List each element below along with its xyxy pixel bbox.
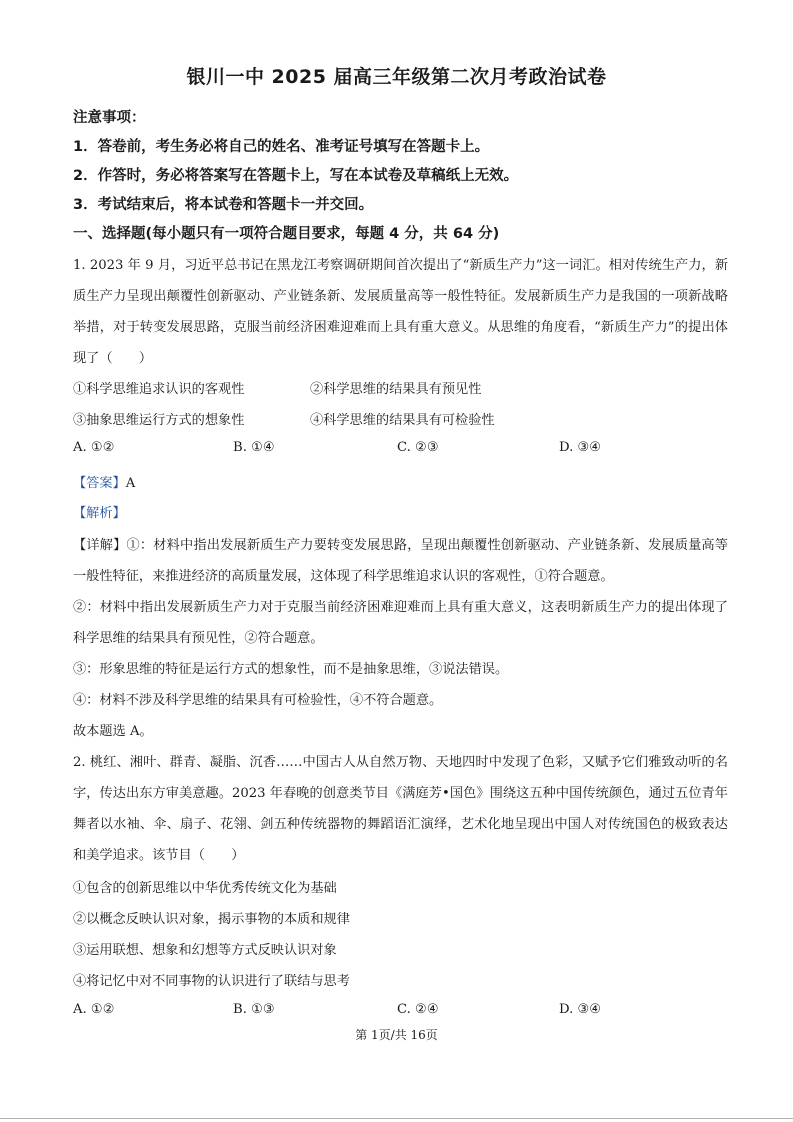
q1-analysis-label: 【解析】: [73, 506, 126, 521]
q1-explanation-2: ②：材料中指出发展新质生产力对于克服当前经济困难迎难而上具有重大意义，这表明新质生产力的提出体现了科学思维的结果具有预见性，②符合题意。: [73, 600, 728, 646]
q2-statement-4: ④将记忆中对不同事物的认识进行了联结与思考: [73, 974, 350, 989]
answer-label: 【答案】: [73, 476, 126, 491]
q1-option-d: D. ③④: [559, 440, 602, 455]
notice-item-3: 3．考试结束后，将本试卷和答题卡一并交回。: [73, 197, 374, 213]
q2-option-d: D. ③④: [559, 1002, 602, 1017]
notice-item-1: 1．答卷前，考生务必将自己的姓名、准考证号填写在答题卡上。: [73, 139, 490, 155]
q1-statement-4: ④科学思维的结果具有可检验性: [310, 413, 495, 428]
q1-statement-2: ②科学思维的结果具有预见性: [310, 382, 482, 397]
q2-statement-1: ①包含的创新思维以中华优秀传统文化为基础: [73, 881, 337, 896]
q1-conclusion: 故本题选 A。: [73, 724, 153, 739]
page-title: 银川一中 2025 届高三年级第二次月考政治试卷: [186, 66, 607, 88]
q1-answer: [73, 472, 135, 491]
page-number: 第 1页/共 16页: [355, 1028, 438, 1042]
q1-explanation-3: ③：形象思维的特征是运行方式的想象性，而不是抽象思维，③说法错误。: [73, 662, 509, 677]
q1-option-b: B. ①④: [233, 440, 275, 455]
q1-statement-3: ③抽象思维运行方式的想象性: [73, 413, 245, 428]
q2-option-a: A. ①②: [73, 1002, 115, 1017]
q1-option-c: C. ②③: [397, 440, 439, 455]
q2-statement-3: ③运用联想、想象和幻想等方式反映认识对象: [73, 943, 337, 958]
bottom-divider: [0, 1118, 793, 1119]
q2-statement-2: ②以概念反映认识对象，揭示事物的本质和规律: [73, 912, 350, 927]
notice-item-2: 2．作答时，务必将答案写在答题卡上，写在本试卷及草稿纸上无效。: [73, 168, 519, 184]
q2-option-b: B. ①③: [233, 1002, 275, 1017]
notice-heading: 注意事项：: [73, 110, 146, 126]
question-2-stem: 2. 桃红、湘叶、群青、凝脂、沉香……中国古人从自然万物、天地四时中发现了色彩，又赋予它们雅致动听的名字，传达出东方审美意趣。2023 年春晚的创意类节目《满庭芳•国色》围绕这五种中国传统颜色，通过五位青年舞者以水袖、伞、扇子、花翎、剑五种传统器物的舞蹈语汇演绎，艺术化地呈现出中国人对传统国色的极致表达和美学追求。该节目（ ）: [73, 755, 728, 863]
q1-statement-1: ①科学思维追求认识的客观性: [73, 382, 245, 397]
answer-value: A: [125, 476, 136, 491]
q1-detail: 【详解】①：材料中指出发展新质生产力要转变发展思路，呈现出颠覆性创新驱动、产业链条新、发展质量高等一般性特征，来推进经济的高质量发展，这体现了科学思维追求认识的客观性，①符合题意。: [73, 538, 728, 584]
q1-option-a: A. ①②: [73, 440, 115, 455]
section-heading: 一、选择题(每小题只有一项符合题目要求，每题 4 分，共 64 分): [73, 226, 500, 242]
q2-option-c: C. ②④: [397, 1002, 439, 1017]
question-1-stem: 1. 2023 年 9 月，习近平总书记在黑龙江考察调研期间首次提出了“新质生产力”这一词汇。相对传统生产力，新质生产力呈现出颠覆性创新驱动、产业链条新、发展质量高等一般性特征。发展新质生产力是我国的一项新战略举措，对于转变发展思路，克服当前经济困难迎难而上具有重大意义。从思维的角度看，“新质生产力”的提出体现了（ ）: [73, 258, 728, 366]
q1-explanation-4: ④：材料不涉及科学思维的结果具有可检验性，④不符合题意。: [73, 693, 443, 708]
